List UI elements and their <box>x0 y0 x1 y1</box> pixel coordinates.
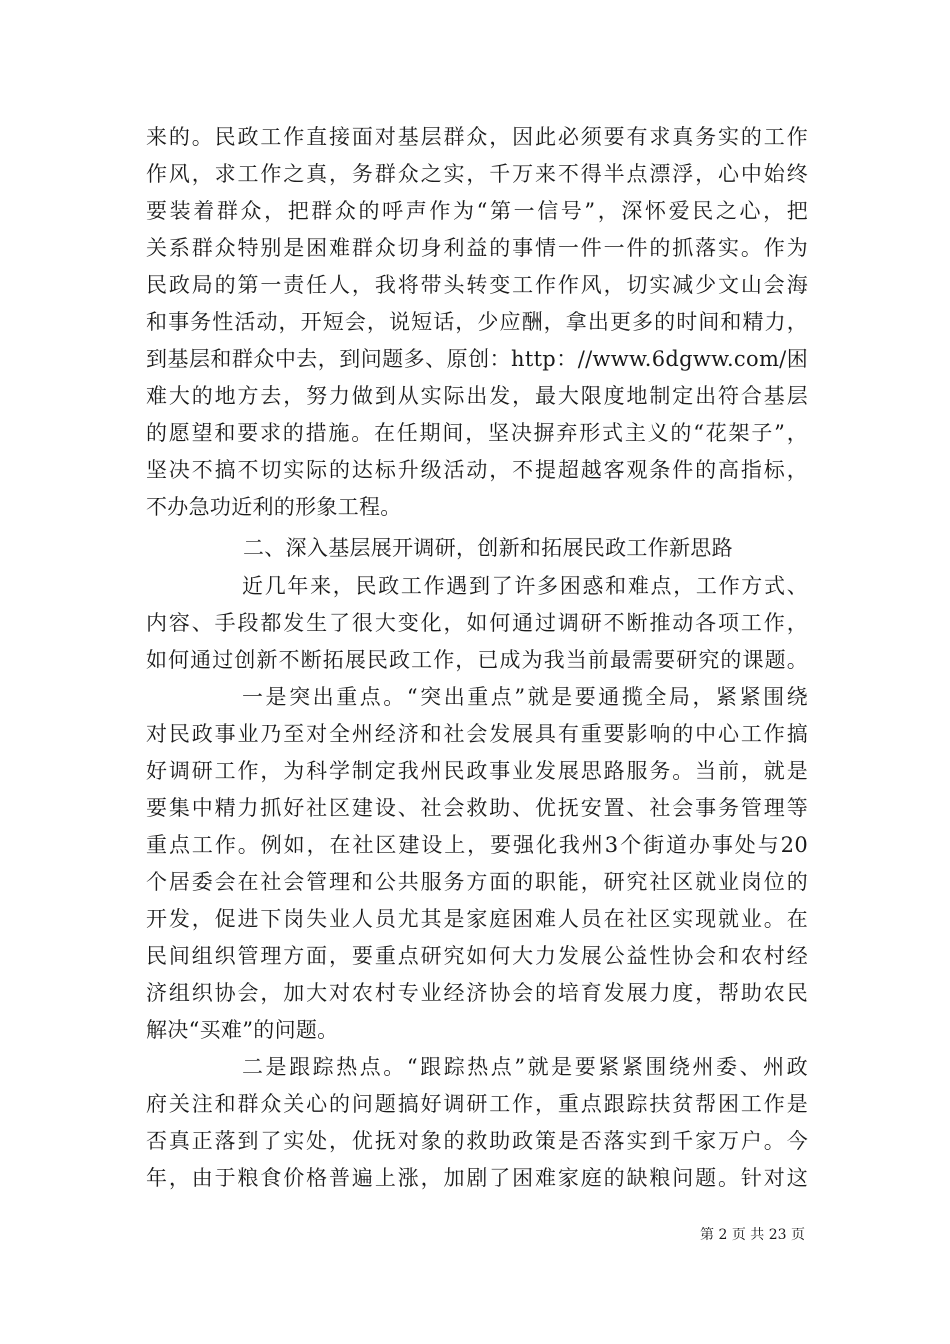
text-line: 难大的地方去，努力做到从实际出发，最大限度地制定出符合基层 <box>146 384 808 408</box>
text-line: 坚决不搞不切实际的达标升级活动，不提超越客观条件的高指标， <box>146 458 808 482</box>
text-line: 解决“买难”的问题。 <box>146 1018 339 1042</box>
text-line: 个居委会在社会管理和公共服务方面的职能，研究社区就业岗位的 <box>146 870 808 894</box>
text-line: 如何通过创新不断拓展民政工作，已成为我当前最需要研究的课题。 <box>146 648 808 672</box>
text-line: 内容、手段都发生了很大变化，如何通过调研不断推动各项工作， <box>146 611 808 635</box>
text-line: 要集中精力抓好社区建设、社会救助、优抚安置、社会事务管理等 <box>146 796 808 820</box>
text-line: 好调研工作，为科学制定我州民政事业发展思路服务。当前，就是 <box>146 759 808 783</box>
text-line: 要装着群众，把群众的呼声作为“第一信号”，深怀爱民之心，把 <box>146 199 808 223</box>
text-line: 不办急功近利的形象工程。 <box>146 495 402 519</box>
text-line: 否真正落到了实处，优抚对象的救助政策是否落实到千家万户。今 <box>146 1129 808 1153</box>
page-number: 第 2 页 共 23 页 <box>700 1227 805 1243</box>
text-line: 年，由于粮食价格普遍上涨，加剧了困难家庭的缺粮问题。针对这 <box>146 1166 808 1190</box>
text-line: 济组织协会，加大对农村专业经济协会的培育发展力度，帮助农民 <box>146 981 808 1005</box>
text-line: 关系群众特别是困难群众切身利益的事情一件一件的抓落实。作为 <box>146 236 808 260</box>
text-line: 近几年来，民政工作遇到了许多困惑和难点，工作方式、 <box>242 574 808 598</box>
text-line: 二是跟踪热点。“跟踪热点”就是要紧紧围绕州委、州政 <box>242 1055 808 1079</box>
text-line: 开发，促进下岗失业人员尤其是家庭困难人员在社区实现就业。在 <box>146 907 808 931</box>
text-line: 民政局的第一责任人，我将带头转变工作作风，切实减少文山会海 <box>146 273 808 297</box>
text-line: 的愿望和要求的措施。在任期间，坚决摒弃形式主义的“花架子”， <box>146 421 808 445</box>
text-line: 对民政事业乃至对全州经济和社会发展具有重要影响的中心工作搞 <box>146 722 808 746</box>
text-line: 来的。民政工作直接面对基层群众，因此必须要有求真务实的工作 <box>146 125 808 149</box>
section-heading: 二、深入基层展开调研，创新和拓展民政工作新思路 <box>243 536 733 560</box>
text-line: 重点工作。例如，在社区建设上，要强化我州3个街道办事处与20 <box>146 833 808 857</box>
text-line: 和事务性活动，开短会，说短话，少应酬，拿出更多的时间和精力， <box>146 310 808 334</box>
text-line: 作风，求工作之真，务群众之实，千万来不得半点漂浮，心中始终 <box>146 162 808 186</box>
text-line: 民间组织管理方面，要重点研究如何大力发展公益性协会和农村经 <box>146 944 808 968</box>
text-line: 府关注和群众关心的问题搞好调研工作，重点跟踪扶贫帮困工作是 <box>146 1092 808 1116</box>
text-line: 一是突出重点。“突出重点”就是要通揽全局，紧紧围绕 <box>242 685 808 709</box>
text-line: 到基层和群众中去，到问题多、原创：http：//www.6dgww.com/困 <box>146 347 808 371</box>
